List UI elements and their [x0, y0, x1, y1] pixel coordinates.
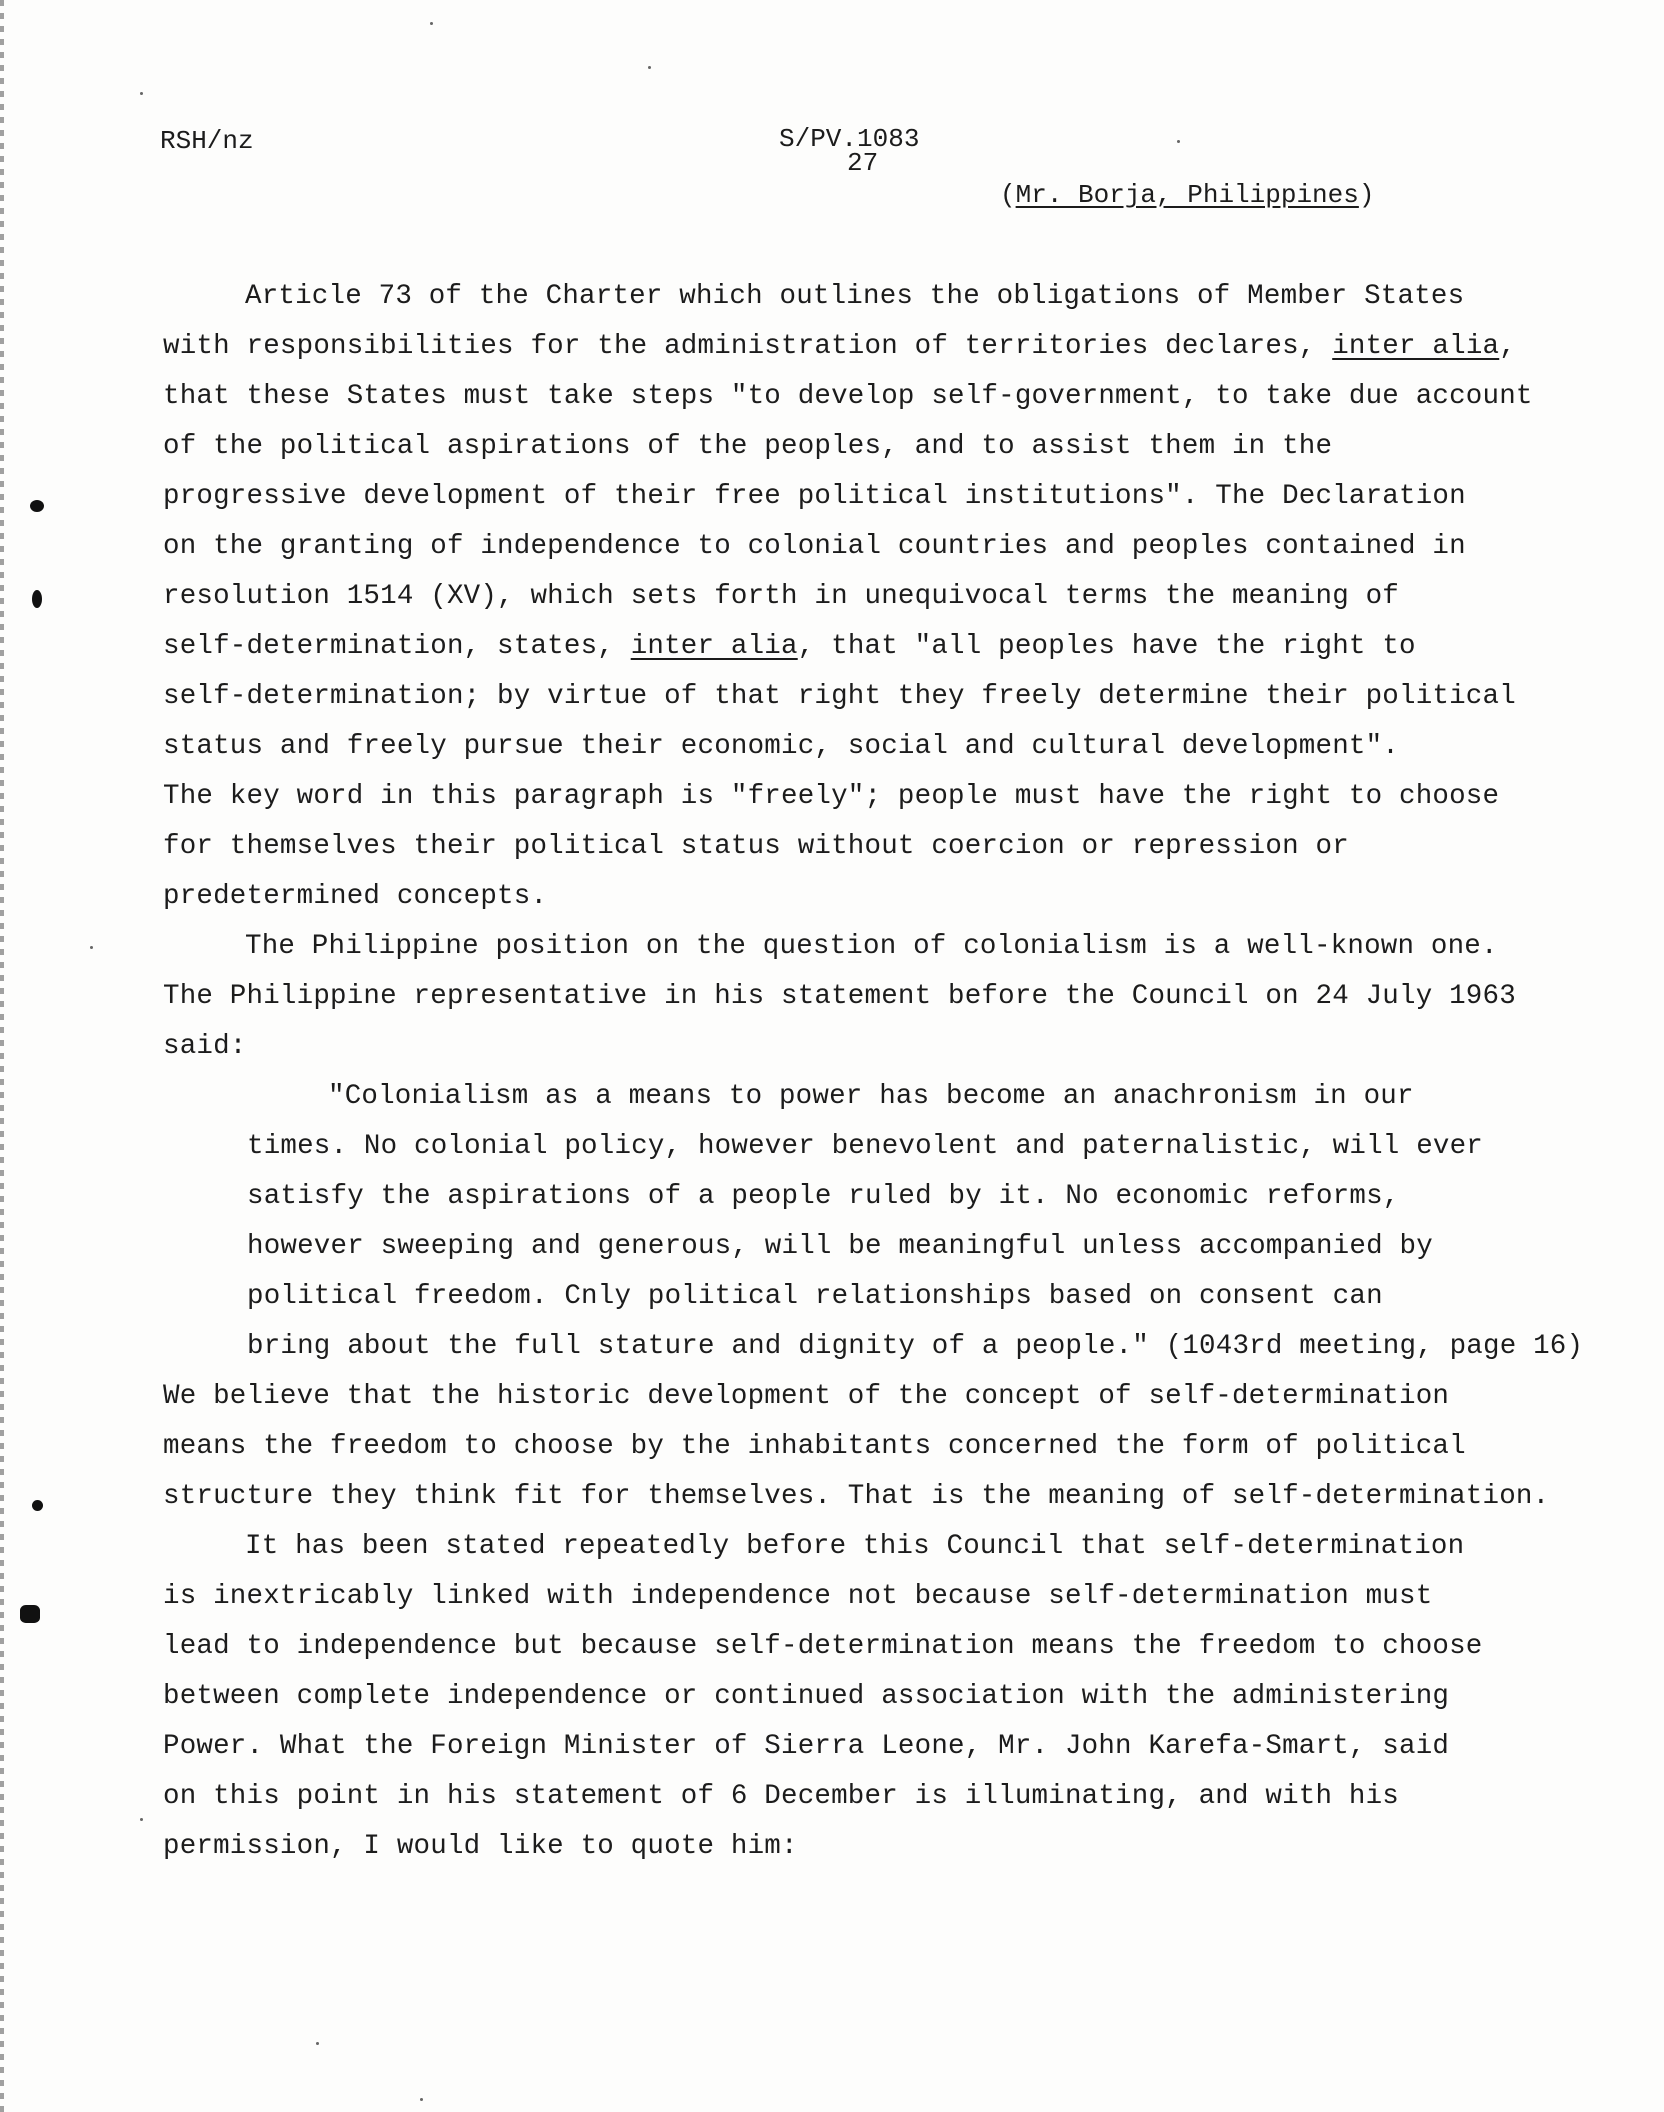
scan-speck: [316, 2042, 319, 2045]
scan-mark: [20, 1605, 40, 1623]
paragraph-line: with responsibilities for the administration of territories declares, inter alia,: [163, 331, 1516, 362]
scan-speck: [140, 92, 143, 95]
scan-speck: [140, 1818, 143, 1821]
latin-phrase: inter alia: [630, 631, 798, 662]
scan-speck: [1177, 140, 1180, 143]
paragraph-line: self-determination; by virtue of that right they freely determine their political: [163, 681, 1516, 712]
speaker-open-paren: (: [1000, 180, 1016, 210]
paragraph-line: on the granting of independence to colonial countries and peoples contained in: [163, 531, 1466, 562]
paragraph-line: permission, I would like to quote him:: [163, 1831, 798, 1862]
paragraph-line: lead to independence but because self-determination means the freedom to choose: [163, 1631, 1483, 1662]
reference-code: RSH/nz: [160, 126, 254, 156]
quote-line: times. No colonial policy, however benevolent and paternalistic, will ever: [247, 1131, 1483, 1162]
quote-line: "Colonialism as a means to power has become an anachronism in our: [328, 1081, 1414, 1112]
scan-edge-artifact: [0, 0, 4, 2112]
paragraph-line: status and freely pursue their economic, social and cultural development".: [163, 731, 1399, 762]
paragraph-line: on this point in his statement of 6 December is illuminating, and with his: [163, 1781, 1399, 1812]
quote-line: however sweeping and generous, will be meaningful unless accompanied by: [247, 1231, 1433, 1262]
paragraph-line: Article 73 of the Charter which outlines the obligations of Member States: [245, 281, 1465, 312]
paragraph-line: The Philippine representative in his statement before the Council on 24 July 1963: [163, 981, 1516, 1012]
scan-speck: [420, 2098, 423, 2101]
page-number: 27: [847, 148, 879, 178]
latin-phrase: inter alia: [1332, 331, 1500, 362]
paragraph-line: that these States must take steps "to develop self-government, to take due account: [163, 381, 1533, 412]
paragraph-line: of the political aspirations of the peoples, and to assist them in the: [163, 431, 1333, 462]
paragraph-line: for themselves their political status without coercion or repression or: [163, 831, 1349, 862]
quote-line: political freedom. Cnly political relationships based on consent can: [247, 1281, 1383, 1312]
paragraph-line: structure they think fit for themselves. That is the meaning of self-determination.: [163, 1481, 1550, 1512]
scan-speck: [90, 946, 93, 949]
paragraph-line: between complete independence or continued association with the administering: [163, 1681, 1450, 1712]
paragraph-line: said:: [163, 1031, 247, 1062]
paragraph-line: The Philippine position on the question of colonialism is a well-known one.: [245, 931, 1498, 962]
scan-mark: [32, 590, 42, 608]
speaker-close-paren: ): [1358, 180, 1375, 210]
paragraph-line: self-determination, states, inter alia, that "all peoples have the right to: [163, 631, 1416, 662]
quote-line: bring about the full stature and dignity of a people." (1043rd meeting, page 16): [247, 1331, 1584, 1362]
document-symbol: S/PV.1083: [779, 124, 920, 154]
paragraph-line: resolution 1514 (XV), which sets forth in unequivocal terms the meaning of: [163, 581, 1399, 612]
scan-mark: [32, 1500, 43, 1511]
paragraph-line: means the freedom to choose by the inhabitants concerned the form of political: [163, 1431, 1466, 1462]
paragraph-line: progressive development of their free political institutions". The Declaration: [163, 481, 1466, 512]
quote-line: satisfy the aspirations of a people ruled by it. No economic reforms,: [247, 1181, 1400, 1212]
paragraph-line: is inextricably linked with independence not because self-determination must: [163, 1581, 1433, 1612]
speaker-name: Mr. Borja, Philippines: [1015, 180, 1359, 210]
paragraph-line: It has been stated repeatedly before this Council that self-determination: [245, 1531, 1465, 1562]
paragraph-line: predetermined concepts.: [163, 881, 548, 912]
speaker-attribution: [1000, 180, 1374, 210]
paragraph-line: The key word in this paragraph is "freely"; people must have the right to choose: [163, 781, 1500, 812]
scan-speck: [648, 66, 651, 69]
paragraph-line: We believe that the historic development of the concept of self-determination: [163, 1381, 1450, 1412]
paragraph-line: Power. What the Foreign Minister of Sierra Leone, Mr. John Karefa-Smart, said: [163, 1731, 1450, 1762]
scan-speck: [430, 22, 433, 25]
scan-mark: [30, 500, 44, 512]
